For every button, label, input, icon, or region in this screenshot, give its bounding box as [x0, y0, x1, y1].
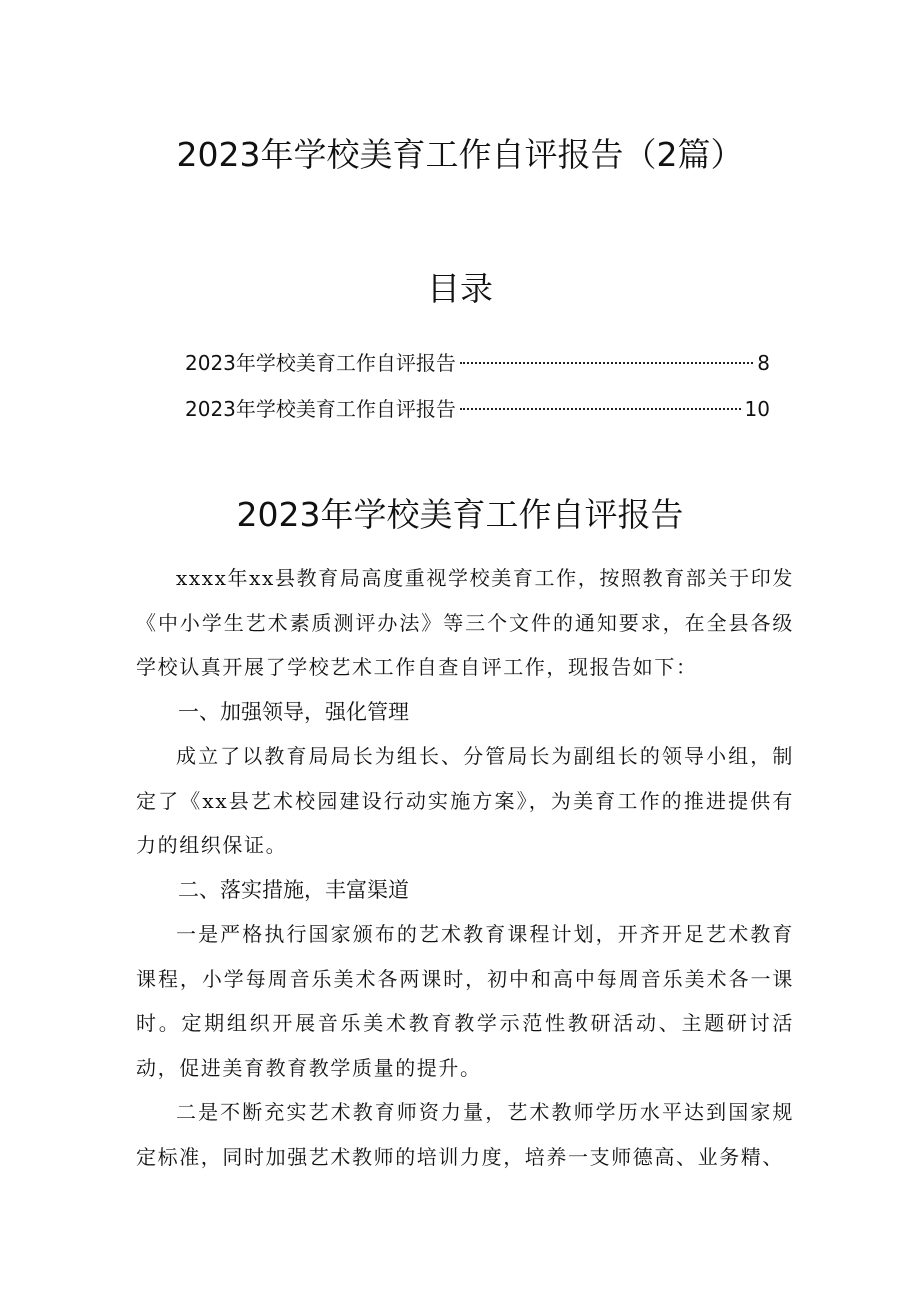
toc-leader-dots — [460, 408, 741, 410]
toc-heading: 目录 — [427, 269, 493, 308]
document-title: 2023年学校美育工作自评报告（2篇） — [176, 135, 744, 174]
section-heading: 二、落实措施，丰富渠道 — [178, 877, 409, 902]
toc-entry-title: 2023年学校美育工作自评报告 — [185, 397, 456, 421]
section-paragraph: 二是不断充实艺术教育师资力量，艺术教师学历水平达到国家规定标准，同时加强艺术教师的培训力度，培养一支师德高、业务精、 — [136, 1100, 794, 1169]
toc-entry-page: 8 — [757, 351, 770, 375]
article-body — [136, 556, 794, 1179]
section-paragraph: 成立了以教育局局长为组长、分管局长为副组长的领导小组，制定了《xx县艺术校园建设行动实施方案》，为美育工作的推进提供有力的组织保证。 — [136, 744, 794, 857]
toc-entry-page: 10 — [744, 397, 770, 421]
toc-entry-title: 2023年学校美育工作自评报告 — [185, 351, 456, 375]
toc-entry[interactable] — [185, 386, 770, 432]
toc-entry[interactable] — [185, 340, 770, 386]
section-paragraph: 一是严格执行国家颁布的艺术教育课程计划，开齐开足艺术教育课程，小学每周音乐美术各两课时，初中和高中每周音乐美术各一课时。定期组织开展音乐美术教育教学示范性教研活动、主题研讨活动，促进美育教育教学质量的提升。 — [136, 922, 794, 1080]
toc-leader-dots — [460, 362, 753, 364]
article-title: 2023年学校美育工作自评报告 — [236, 495, 684, 534]
intro-paragraph: xxxx年xx县教育局高度重视学校美育工作，按照教育部关于印发《中小学生艺术素质测评办法》等三个文件的通知要求，在全县各级学校认真开展了学校艺术工作自查自评工作，现报告如下： — [136, 566, 794, 679]
section-heading: 一、加强领导，强化管理 — [178, 699, 409, 724]
table-of-contents — [185, 340, 770, 432]
